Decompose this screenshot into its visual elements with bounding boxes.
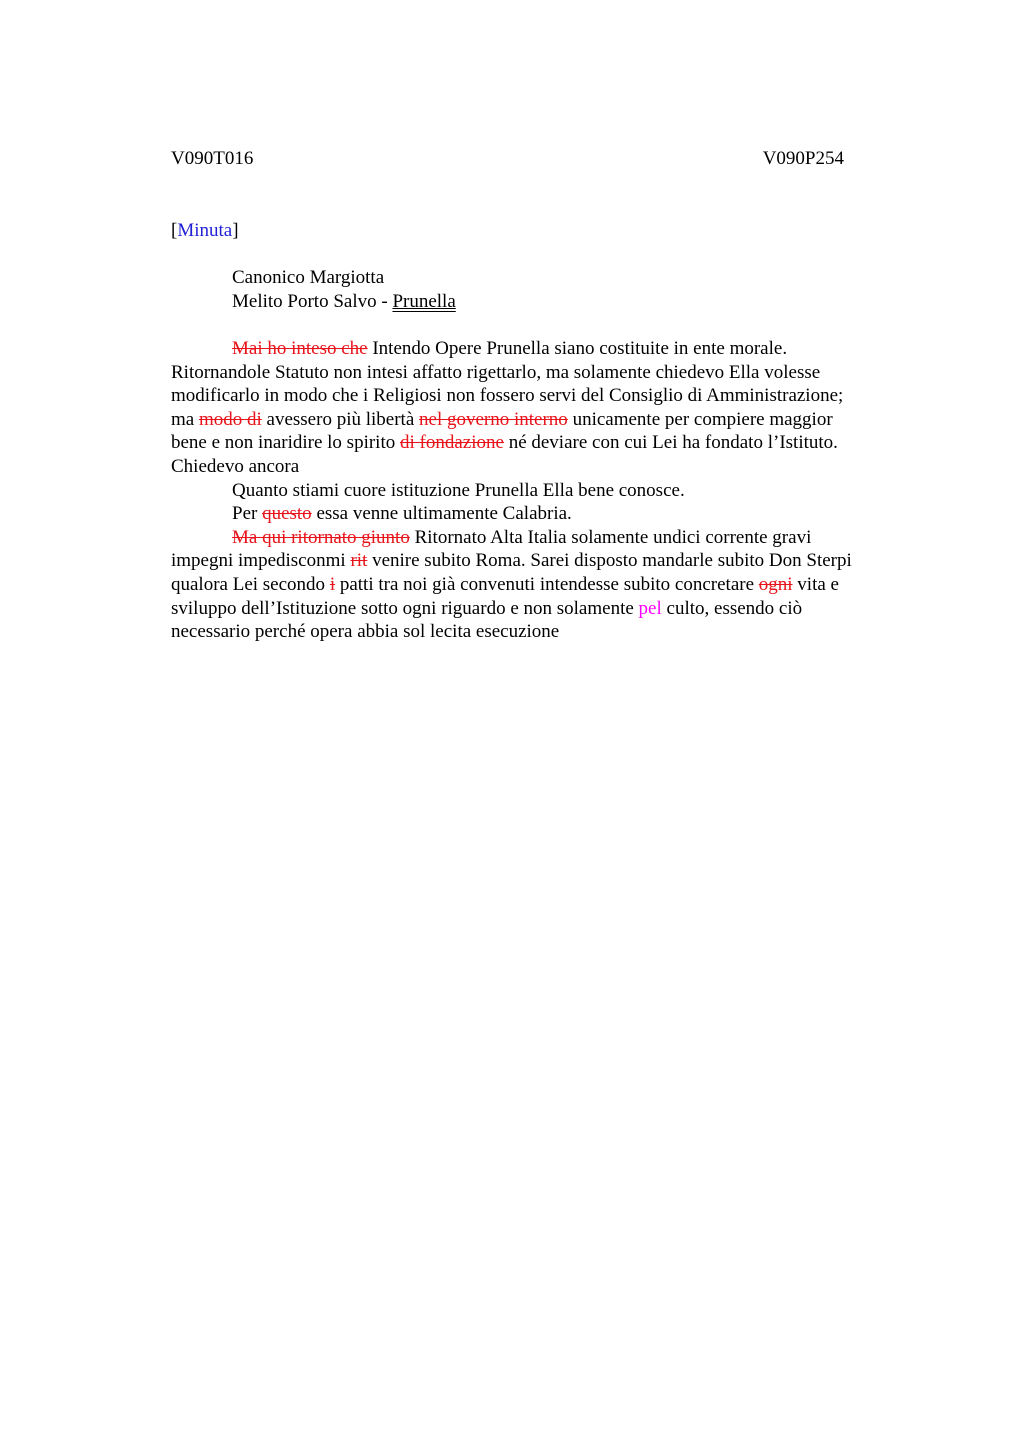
minuta-label bbox=[171, 219, 239, 243]
body-line bbox=[171, 549, 913, 573]
deleted-text: nel governo interno bbox=[419, 408, 568, 430]
body-line: modificarlo in modo che i Religiosi non fossero servi del Consiglio di Amministrazione; bbox=[171, 385, 844, 407]
body-text: vita e bbox=[792, 573, 839, 595]
deleted-text: rit bbox=[350, 550, 368, 572]
minuta-open-bracket: [ bbox=[171, 220, 178, 241]
deleted-text: i bbox=[329, 573, 336, 595]
body-text: venire subito Roma. Sarei disposto mandarle subito Don Sterpi bbox=[367, 550, 852, 572]
deleted-text: Mai ho inteso che bbox=[232, 338, 368, 359]
minuta-close-bracket: ] bbox=[232, 220, 239, 241]
body-line bbox=[171, 502, 913, 526]
body-text: avessero più libertà bbox=[261, 408, 420, 430]
body-text: Per bbox=[232, 503, 263, 525]
document-code-left: V090T016 bbox=[171, 148, 254, 169]
body-text: patti tra noi già convenuti intendesse subito concretare bbox=[335, 573, 759, 595]
recipient-name: Canonico Margiotta bbox=[232, 267, 385, 288]
body-line: Ritornandole Statuto non intesi affatto rigettarlo, ma solamente chiedevo Ella volesse bbox=[171, 361, 821, 383]
deleted-text: di fondazione bbox=[400, 432, 504, 454]
body-line: Chiedevo ancora bbox=[171, 455, 300, 477]
body-text: impegni impedisconmi bbox=[171, 550, 351, 572]
body-line bbox=[171, 408, 913, 432]
body-line bbox=[171, 431, 913, 455]
body-text: unicamente per compiere maggior bbox=[567, 408, 833, 430]
body-text: Ritornato Alta Italia solamente undici corrente gravi bbox=[409, 526, 812, 548]
body-text: essa venne ultimamente Calabria. bbox=[311, 503, 572, 525]
body-line bbox=[171, 597, 913, 621]
body-text: bene e non inaridire lo spirito bbox=[171, 432, 400, 454]
recipient-place: Prunella bbox=[392, 291, 456, 312]
deleted-text: Ma qui ritornato giunto bbox=[232, 526, 410, 548]
body-line bbox=[171, 573, 913, 597]
body-text: ma bbox=[171, 408, 199, 430]
body-line: Quanto stiami cuore istituzione Prunella Ella bene conosce. bbox=[232, 479, 685, 501]
minuta-word: Minuta bbox=[177, 220, 233, 241]
deleted-text: modo di bbox=[198, 408, 262, 430]
body-text: qualora Lei secondo bbox=[171, 573, 330, 595]
body-text: Intendo Opere Prunella siano costituite in ente morale. bbox=[367, 338, 788, 359]
recipient-address-prefix: Melito Porto Salvo - bbox=[232, 291, 393, 312]
body-text: né deviare con cui Lei ha fondato l’Istituto. bbox=[503, 432, 838, 454]
deleted-text: questo bbox=[262, 503, 312, 525]
body-line bbox=[171, 337, 913, 361]
body-line: necessario perché opera abbia sol lecita esecuzione bbox=[171, 621, 560, 643]
letter-body bbox=[171, 337, 913, 644]
inserted-text: pel bbox=[638, 597, 662, 619]
document-code-right: V090P254 bbox=[762, 148, 844, 169]
body-text: culto, essendo ciò bbox=[661, 597, 803, 619]
recipient-address bbox=[232, 290, 456, 314]
header-row bbox=[171, 147, 844, 171]
deleted-text: ogni bbox=[758, 573, 793, 595]
body-text: sviluppo dell’Istituzione sotto ogni riguardo e non solamente bbox=[171, 597, 639, 619]
body-line bbox=[171, 526, 913, 550]
recipient-block bbox=[232, 266, 456, 314]
